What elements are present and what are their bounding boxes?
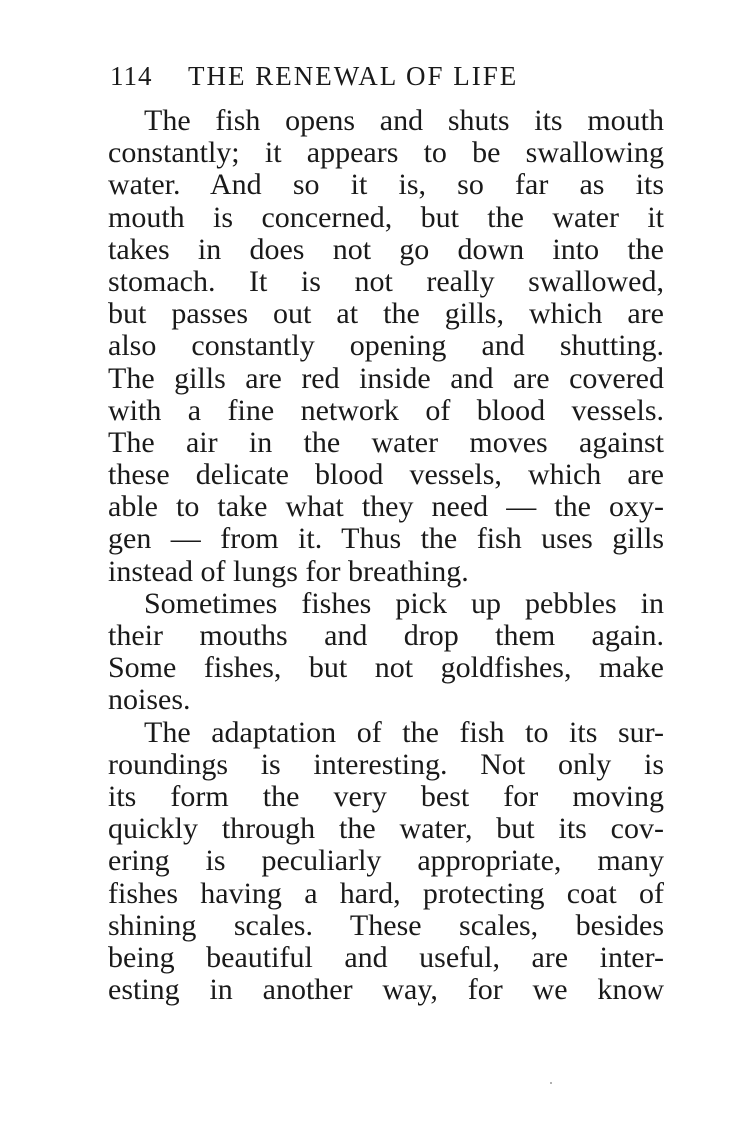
text-line: The gills are red inside and are covered: [108, 361, 664, 395]
body-text: [108, 105, 664, 1006]
text-line: able to take what they need — the oxy-: [108, 490, 664, 524]
text-line: instead of lungs for breathing.: [108, 554, 469, 588]
text-line: noises.: [108, 683, 191, 717]
text-line: gen — from it. Thus the fish uses gills: [108, 522, 664, 556]
text-line: mouth is concerned, but the water it: [108, 200, 664, 234]
text-line: The air in the water moves against: [108, 425, 664, 459]
text-line: with a fine network of blood vessels.: [108, 393, 664, 427]
text-line: ering is peculiarly appropriate, many: [108, 844, 664, 878]
text-line: Some fishes, but not goldfishes, make: [108, 651, 664, 685]
text-line: constantly; it appears to be swallowing: [108, 136, 664, 170]
text-line: fishes having a hard, protecting coat of: [108, 876, 664, 910]
text-line: being beautiful and useful, are inter-: [108, 940, 664, 974]
text-line: takes in does not go down into the: [108, 232, 664, 266]
text-line: but passes out at the gills, which are: [108, 297, 664, 331]
text-line: esting in another way, for we know: [108, 973, 664, 1007]
text-line: these delicate blood vessels, which are: [108, 458, 664, 492]
text-line: Sometimes fishes pick up pebbles in: [144, 586, 664, 620]
page-number: 114: [110, 61, 153, 91]
text-line: quickly through the water, but its cov-: [108, 812, 664, 846]
text-line: water. And so it is, so far as its: [108, 168, 664, 202]
text-line: stomach. It is not really swallowed,: [108, 264, 664, 298]
text-line: The fish opens and shuts its mouth: [144, 104, 664, 137]
text-line: roundings is interesting. Not only is: [108, 747, 664, 781]
running-title: THE RENEWAL OF LIFE: [188, 61, 519, 91]
print-speck: [550, 1082, 552, 1084]
text-line: its form the very best for moving: [108, 779, 664, 813]
text-line: also constantly opening and shutting.: [108, 329, 664, 363]
text-line: shining scales. These scales, besides: [108, 908, 664, 942]
running-header: [110, 56, 670, 96]
text-line: The adaptation of the fish to its sur-: [144, 715, 664, 749]
text-line: their mouths and drop them again.: [108, 619, 664, 652]
